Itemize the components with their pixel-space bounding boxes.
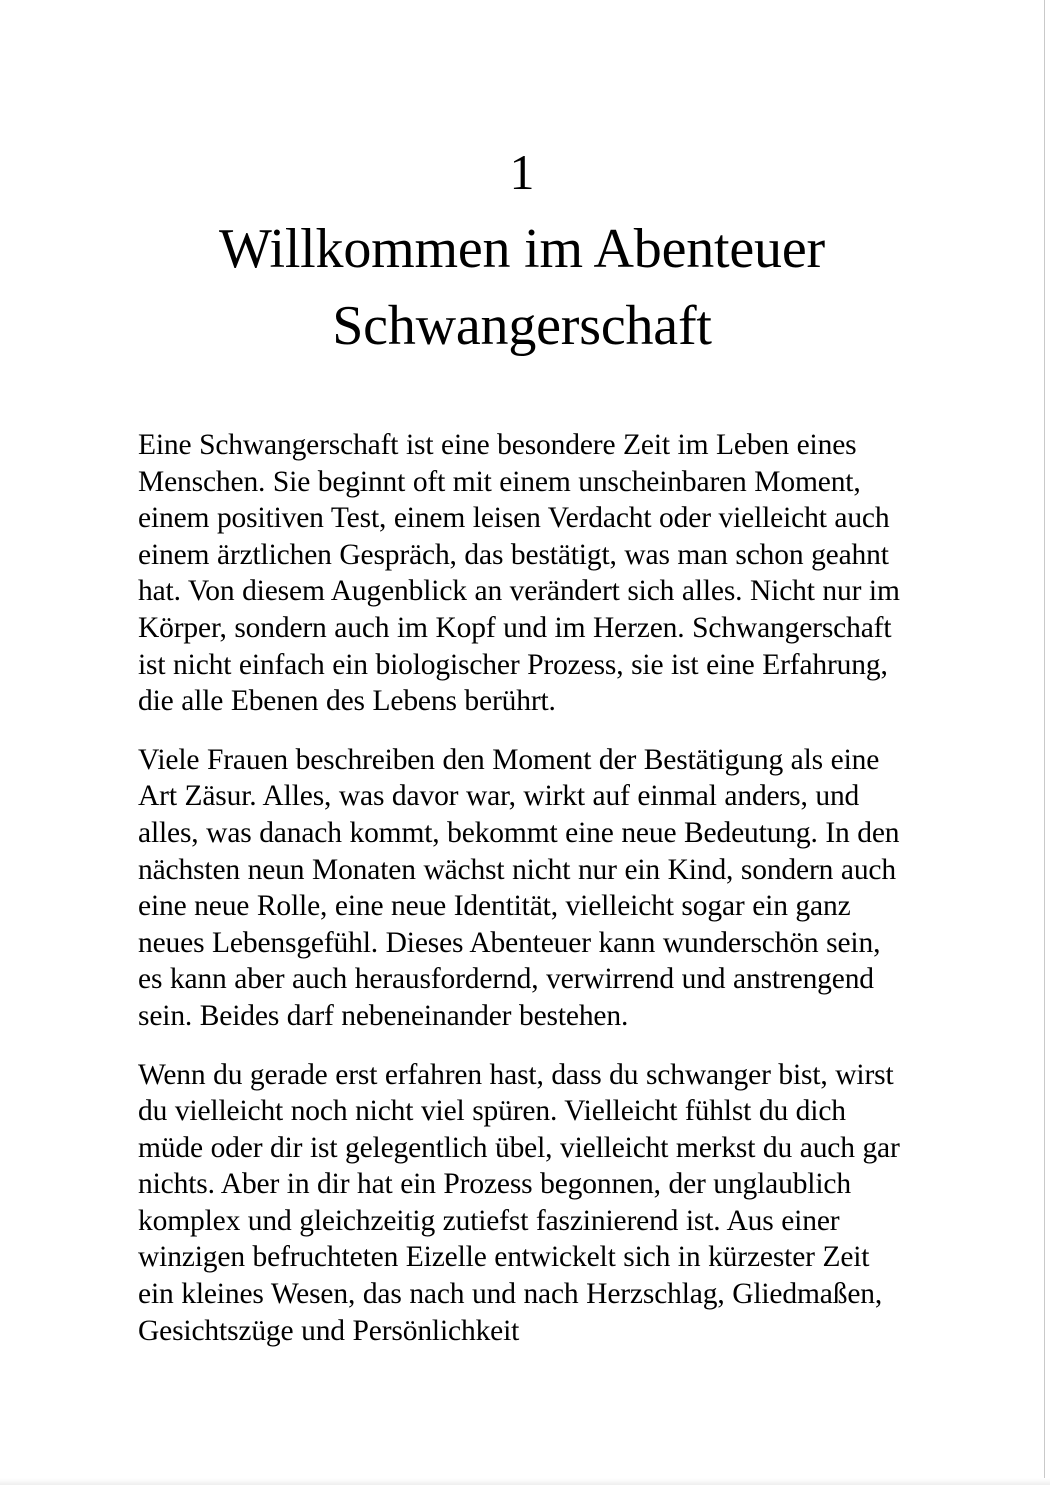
body-text (0, 365, 1044, 1349)
paragraph: Wenn du gerade erst erfahren hast, dass du schwanger bist, wirst du vielleicht noch nicht viel spüren. Vielleicht fühlst du dich müde oder dir ist gelegentlich übel, vielleicht merkst du auch gar nichts. Aber in dir hat ein Prozess begonnen, der unglaublich komplex und gleichzeitig zutiefst faszinierend ist. Aus einer winzigen befruchteten Eizelle entwickelt sich in kürzester Zeit ein kleines Wesen, das nach und nach Herzschlag, Gliedmaßen, Gesichtszüge und Persönlichkeit (138, 1058, 900, 1347)
page-edge-right (1044, 0, 1045, 1485)
chapter-number: 1 (509, 144, 535, 200)
paragraph: Viele Frauen beschreiben den Moment der Bestätigung als eine Art Zäsur. Alles, was davor war, wirkt auf einmal anders, und alles, was danach kommt, bekommt eine neue Bedeutung. In den nächsten neun Monaten wächst nicht nur ein Kind, sondern auch eine neue Rolle, eine neue Identität, vielleicht sogar ein ganz neues Lebensgefühl. Dieses Abenteuer kann wunderschön sein, es kann aber auch herausfordernd, verwirrend und anstrengend sein. Beides darf nebeneinander bestehen. (138, 743, 900, 1032)
chapter-title: Willkommen im Abenteuer Schwangerschaft (219, 218, 825, 357)
page-edge-bottom (0, 1478, 1050, 1485)
paragraph: Eine Schwangerschaft ist eine besondere Zeit im Leben eines Menschen. Sie beginnt oft mit einem unscheinbaren Moment, einem positiven Test, einem leisen Verdacht oder vielleicht auch einem ärztlichen Gespräch, das bestätigt, was man schon geahnt hat. Von diesem Augenblick an verändert sich alles. Nicht nur im Körper, sondern auch im Kopf und im Herzen. Schwangerschaft ist nicht einfach ein biologischer Prozess, sie ist eine Erfahrung, die alle Ebenen des Lebens berührt. (138, 429, 900, 718)
